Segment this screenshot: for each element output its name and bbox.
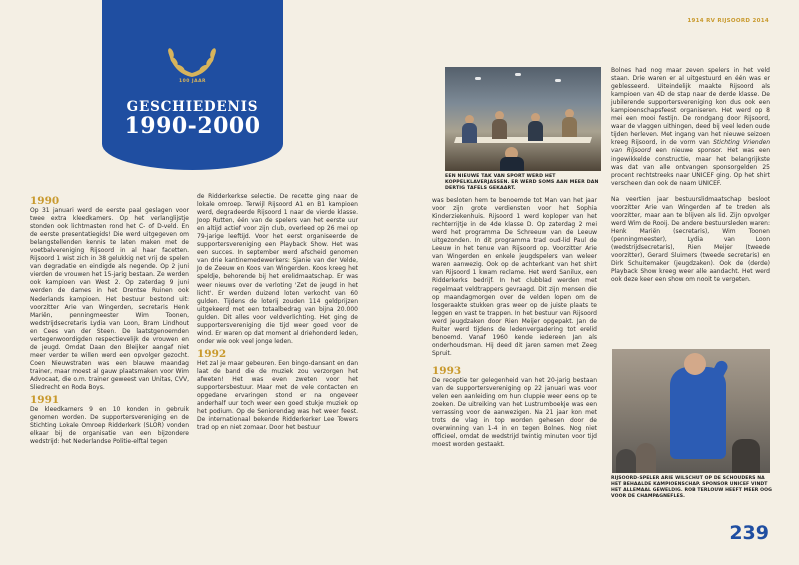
paragraph-1990: Op 31 januari werd de eerste paal geslagen voor twee extra kleedkamers. Op het verlanglijstje stonden ook lichtmasten rond het C- of D-veld. En de eerste presentatiegids! Die werd uitgegeven om belangstellenden kennis te laten maken met de voetbalvereniging Rijsoord in al haar facetten. Rijsoord 1 wist zich in 38 gelukkig net vrij de spelen van degradatie en eindigde als negende. Op 2 juni vierden de vrouwen het 15-jarig bestaan. Ze werden ook kampioen van West 2. Op zaterdag 9 juni werden de dames in het Drentse Ruinen ook Nederlands kampioen. Het bestuur bestond uit: voorzitter Arie van Wingerden, secretaris Henk Mariën, penningmeester Wim Toonen, wedstrijdsecretaris Lydia van Loon, Bram Lindhout en Cees van der Steen. De laatstgenoemden vertegenwoordigden respectievelijk de vrouwen en de jeugd. Omdat Daan den Bleijker aangaf niet meer verder te willen werd een opvolger gezocht. Coen Nieuwstraten was een blauwe maandag trainer, maar moest al gauw plaatsmaken voor Wim Advocaat, die o.m. trainer geweest van Unitas, CVV, Sliedrecht en Roda Boys. [30,207,189,392]
page-title-years: 1990-2000 [124,113,261,139]
paragraph-1993-continued [611,67,770,188]
paragraph-1991: De kleedkamers 9 en 10 konden in gebruik genomen worden. De supportersvereniging en de Stichting Lokale Omroep Ridderkerk (SLOR) vonden elkaar bij de organisatie van een bijzondere wedstrijd: het Nederlandse Politie-elftal tegen [30,406,189,446]
text-column-4 [611,67,770,284]
ceiling-light [555,79,561,82]
paragraph-board: Na veertien jaar bestuurslidmaatschap besloot voorzitter Arie van Wingerden af te treden als voorzitter, maar aan te blijven als lid. Zijn opvolger werd Wim de Rooij. De andere bestuursleden waren: Henk Mariën (secretaris), Wim Toonen (penningmeester), Lydia van Loon (wedstrijdsecretaris), Rien Meijer (tweede voorzitter), Gerard Sluimers (tweede secretaris) en Dirk Schuitemaker (jeugdzaken). Ook de (derde) Playback Show kreeg weer alle aandacht. Het werd ook deze keer een show om nooit te vergeten. [611,195,770,284]
player-figure [528,121,543,141]
anniversary-badge: 100 JAAR [178,79,207,84]
page-title: GESCHIEDENIS [126,99,259,115]
text-column-1 [30,193,189,446]
running-header: 1914 RV RIJSOORD 2014 [687,18,769,24]
crowd-figure [636,443,656,473]
year-heading-1990: 1990 [30,195,60,207]
card-game-photo [445,67,601,171]
paragraph-1992: Het zal je maar gebeuren. Een bingo-dansant en dan laat de band die de muziek zou verzorgen het afweten! Het was even zweten voor het supportersbestuur. Maar met de vele contacten en opgedane ervaringen stond er na ongeveer anderhalf uur toch weer een goed stukje muziek op het podium. Op de Seniorendag was het weer feest. De internationaal bekende Ridderkerker Lee Towers trad op en niet zomaar. Door het bestuur [197,359,358,432]
paragraph-1993-continued-part2: een nieuwe sponsor. Het was een ingewikkelde constructie, maar het belangrijkste was dat van alle ontvangen sponsorgelden 25 procent rechtstreeks naar UNICEF ging. Op het shirt verscheen dan ook de naam UNICEF. [611,147,770,187]
text-column-3 [432,197,597,449]
sponsor-name: Stichting Vrienden van Rijsoord [611,139,770,155]
paragraph-1992-continued: was besloten hem te benoemde tot Man van het jaar voor zijn grote verdiensten voor het Sophia Kinderziekenhuis. Rijsoord 1 werd koploper van het rechterrijtje in de 4de klasse D. Op zaterdag 2 mei werd het programma De Schreeuw van de Leeuw uitgezonden. In dit programma trad oud-lid Paul de Leeuw in het tenue van Rijsoord op. Voorzitter Arie van Wingerden en enkele jeugdspelers van weleer waren aanwezig. Ook op de achterkant van het shirt van Rijsoord 1 kwam reclame. Het werd Sanilux, een Ridderkerks bedrijf. In het clubblad werden met regelmaat veldtrappers gevraagd. Dit zijn mensen die op maandagmorgen over de velden lopen om de losgeraakte stukken gras weer op de juiste plaats te leggen en vast te trappen. In het bestuur van Rijsoord werd jeugdzaken door Rien Meijer opgepakt. Jan de Ruiter werd tijdens de ledenvergadering tot erelid benoemd. Vanaf 1960 kende iedereen Jan als onderhoudsman. Hij deed dit jaren samen met Zeeg Spruit. [432,197,597,357]
photo-caption-2: RIJSOORD-SPELER ARIE WILSCHUT OP DE SCHOUDERS NA HET BEHAALDE KAMPIOENSCHAP. SPONSOR UNICEF VINDT HET ALLEMAAL GEWELDIG. ROB TERLOUW HEEFT MEER OOG VOOR DE CHAMPAGNEFLES. [611,476,773,499]
player-figure [562,117,577,137]
player-figure [462,123,477,143]
paragraph-1991-continued: de Ridderkerkse selectie. De recette ging naar de lokale omroep. Terwijl Rijsoord A1 en B1 kampioen werd, degradeerde Rijsoord 1 naar de vierde klasse. Joop Rutten, één van de spelers van het eerste uur en altijd actief voor zijn club, overleed op 26 mei op 79-jarige leeftijd. Voor het eerst organiseerde de supportersvereniging een Playback Show. Het was een succes. In september werd afscheid genomen van drie kantinemedewerkers: Sjanie van der Velde, Jo de Zeeuw en Koos van Wingerden. Koos kreeg het speldje, behorende bij het erelidmaatschap. Er was weer nieuws over de verloting 'Zet de jeugd in het licht'. Er werden duizend loten verkocht van 60 gulden. Tijdens de loterij zouden 114 geldprijzen uitgekeerd met een totaalbedrag van bijna 20.000 gulden. Dit alles voor veldverlichting. Het ging de supportersvereniging die tijd weer goed voor de wind. Er waren op dat moment al driehonderd leden, onder wie ook veel jonge leden. [197,193,358,345]
player-face [684,353,706,375]
player-figure [500,157,524,171]
year-heading-1992: 1992 [197,347,227,360]
photo-caption-1: EEN NIEUWE TAK VAN SPORT WERD HET KOPPELKLAVERJASSEN. ER WERD SOMS AAN MEER DAN DERTIG TAFELS GEKAART. [445,174,599,191]
paragraph-1993: De receptie ter gelegenheid van het 20-jarig bestaan van de supportersvereniging op 22 januari was voor velen een aanleiding om hun cluppie weer eens op te zoeken. De uitreiking van het Lustrumboekje was een verrassing voor de aanwezigen. Na 21 jaar kon met trots de vlag in top worden gehesen door de overwinning van 1-4 in en tegen Bolnes. Nog niet officieel, omdat de wedstrijd twintig minuten voor tijd moest worden gestaakt. [432,376,597,449]
paragraph-1993-continued-part1: Bolnes had nog maar zeven spelers in het veld staan. Drie waren er al uitgestuurd en één was er geblesseerd. Uiteindelijk maakte Rijsoord als kampioen van 4D de stap naar de derde klasse. De jubilerende supportersvereniging kon dus ook een kampioenschapsfeest organiseren. Het werd op 8 mei een mooi festijn. De rondgang door Rijsoord, waar de vlaggen uithingen, deed bij veel leden oude tijden herleven. Met ingang van het nieuwe seizoen kreeg Rijsoord, in de vorm van [611,67,770,147]
player-figure [492,119,507,139]
laurel-wreath-icon [162,41,222,81]
championship-photo [612,349,770,473]
ceiling-light [515,73,521,76]
crowd-figure [616,449,636,473]
year-heading-1991: 1991 [30,394,60,407]
year-heading-1993: 1993 [432,364,462,377]
page-number: 239 [729,522,769,544]
ceiling-light [475,77,481,80]
text-column-2 [197,193,358,432]
header-banner [102,0,283,170]
crowd-figure [732,439,760,473]
